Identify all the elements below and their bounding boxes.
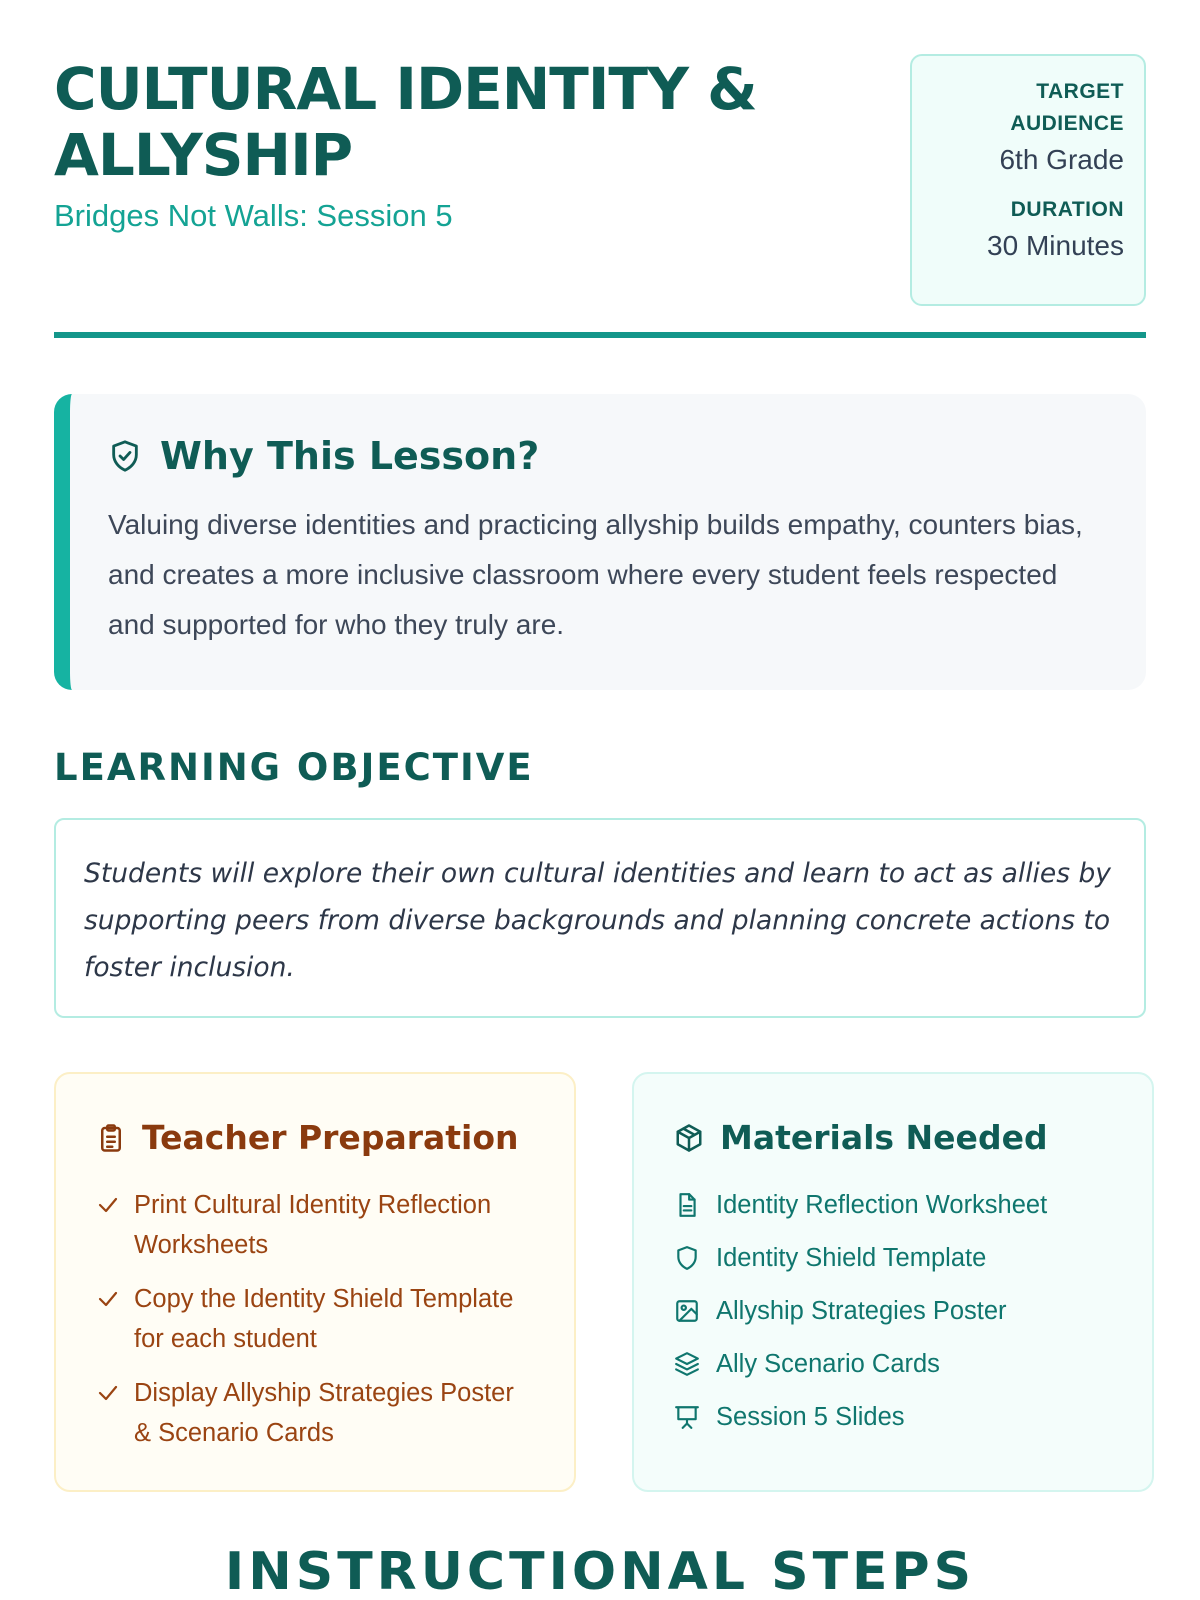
teacher-preparation-header — [96, 1118, 534, 1157]
material-item-label: Ally Scenario Cards — [716, 1350, 940, 1378]
list-item — [674, 1344, 1112, 1384]
header-divider — [54, 332, 1146, 338]
materials-needed-card — [632, 1072, 1154, 1492]
material-item-label: Identity Reflection Worksheet — [716, 1191, 1048, 1219]
duration-value: 30 Minutes — [987, 230, 1124, 261]
learning-objective-box — [54, 818, 1146, 1018]
image-icon — [674, 1298, 700, 1324]
material-item-label: Identity Shield Template — [716, 1244, 987, 1272]
instructional-steps-heading: INSTRUCTIONAL STEPS — [224, 1542, 976, 1600]
materials-list — [674, 1185, 1112, 1437]
package-icon — [674, 1122, 704, 1154]
presentation-icon — [674, 1404, 700, 1430]
audience-label: TARGET AUDIENCE — [1010, 80, 1124, 135]
list-item — [674, 1291, 1112, 1331]
duration-label: DURATION — [1010, 198, 1124, 221]
list-item — [96, 1373, 534, 1453]
lesson-meta-box — [910, 54, 1146, 306]
shield-check-icon — [108, 437, 142, 475]
learning-objective-text: Students will explore their own cultural identities and learn to act as allies by supporting peers from diverse backgrounds and planning concrete actions to foster inclusion. — [84, 858, 1111, 983]
document-icon — [674, 1192, 700, 1218]
prep-item-label: Print Cultural Identity Reflection Worksheets — [134, 1191, 492, 1259]
list-item — [674, 1397, 1112, 1437]
material-item-label: Allyship Strategies Poster — [716, 1297, 1007, 1325]
clipboard-icon — [96, 1122, 126, 1154]
list-item — [674, 1185, 1112, 1225]
why-title: Why This Lesson? — [160, 434, 540, 478]
list-item — [96, 1185, 534, 1265]
check-icon — [96, 1193, 120, 1217]
why-header — [108, 434, 1106, 478]
teacher-preparation-list — [96, 1185, 534, 1453]
teacher-preparation-title: Teacher Preparation — [142, 1118, 519, 1157]
list-item — [96, 1279, 534, 1359]
layers-icon — [674, 1351, 700, 1377]
why-this-lesson-section — [54, 394, 1146, 690]
material-item-label: Session 5 Slides — [716, 1403, 905, 1431]
page-subtitle: Bridges Not Walls: Session 5 — [54, 198, 453, 233]
lesson-header — [54, 52, 1146, 342]
teacher-preparation-card — [54, 1072, 576, 1492]
shield-icon — [674, 1245, 700, 1271]
prep-item-label: Display Allyship Strategies Poster & Scenario Cards — [134, 1379, 514, 1447]
page-title: CULTURAL IDENTITY & ALLYSHIP — [54, 55, 757, 189]
check-icon — [96, 1381, 120, 1405]
audience-value: 6th Grade — [999, 144, 1124, 175]
learning-objective-heading: LEARNING OBJECTIVE — [54, 746, 534, 789]
materials-needed-header — [674, 1118, 1112, 1157]
prep-item-label: Copy the Identity Shield Template for each student — [134, 1285, 514, 1353]
list-item — [674, 1238, 1112, 1278]
why-body: Valuing diverse identities and practicing allyship builds empathy, counters bias, and creates a more inclusive classroom where every student feels respected and supported for who they truly are. — [108, 509, 1083, 640]
check-icon — [96, 1287, 120, 1311]
materials-needed-title: Materials Needed — [720, 1118, 1048, 1157]
